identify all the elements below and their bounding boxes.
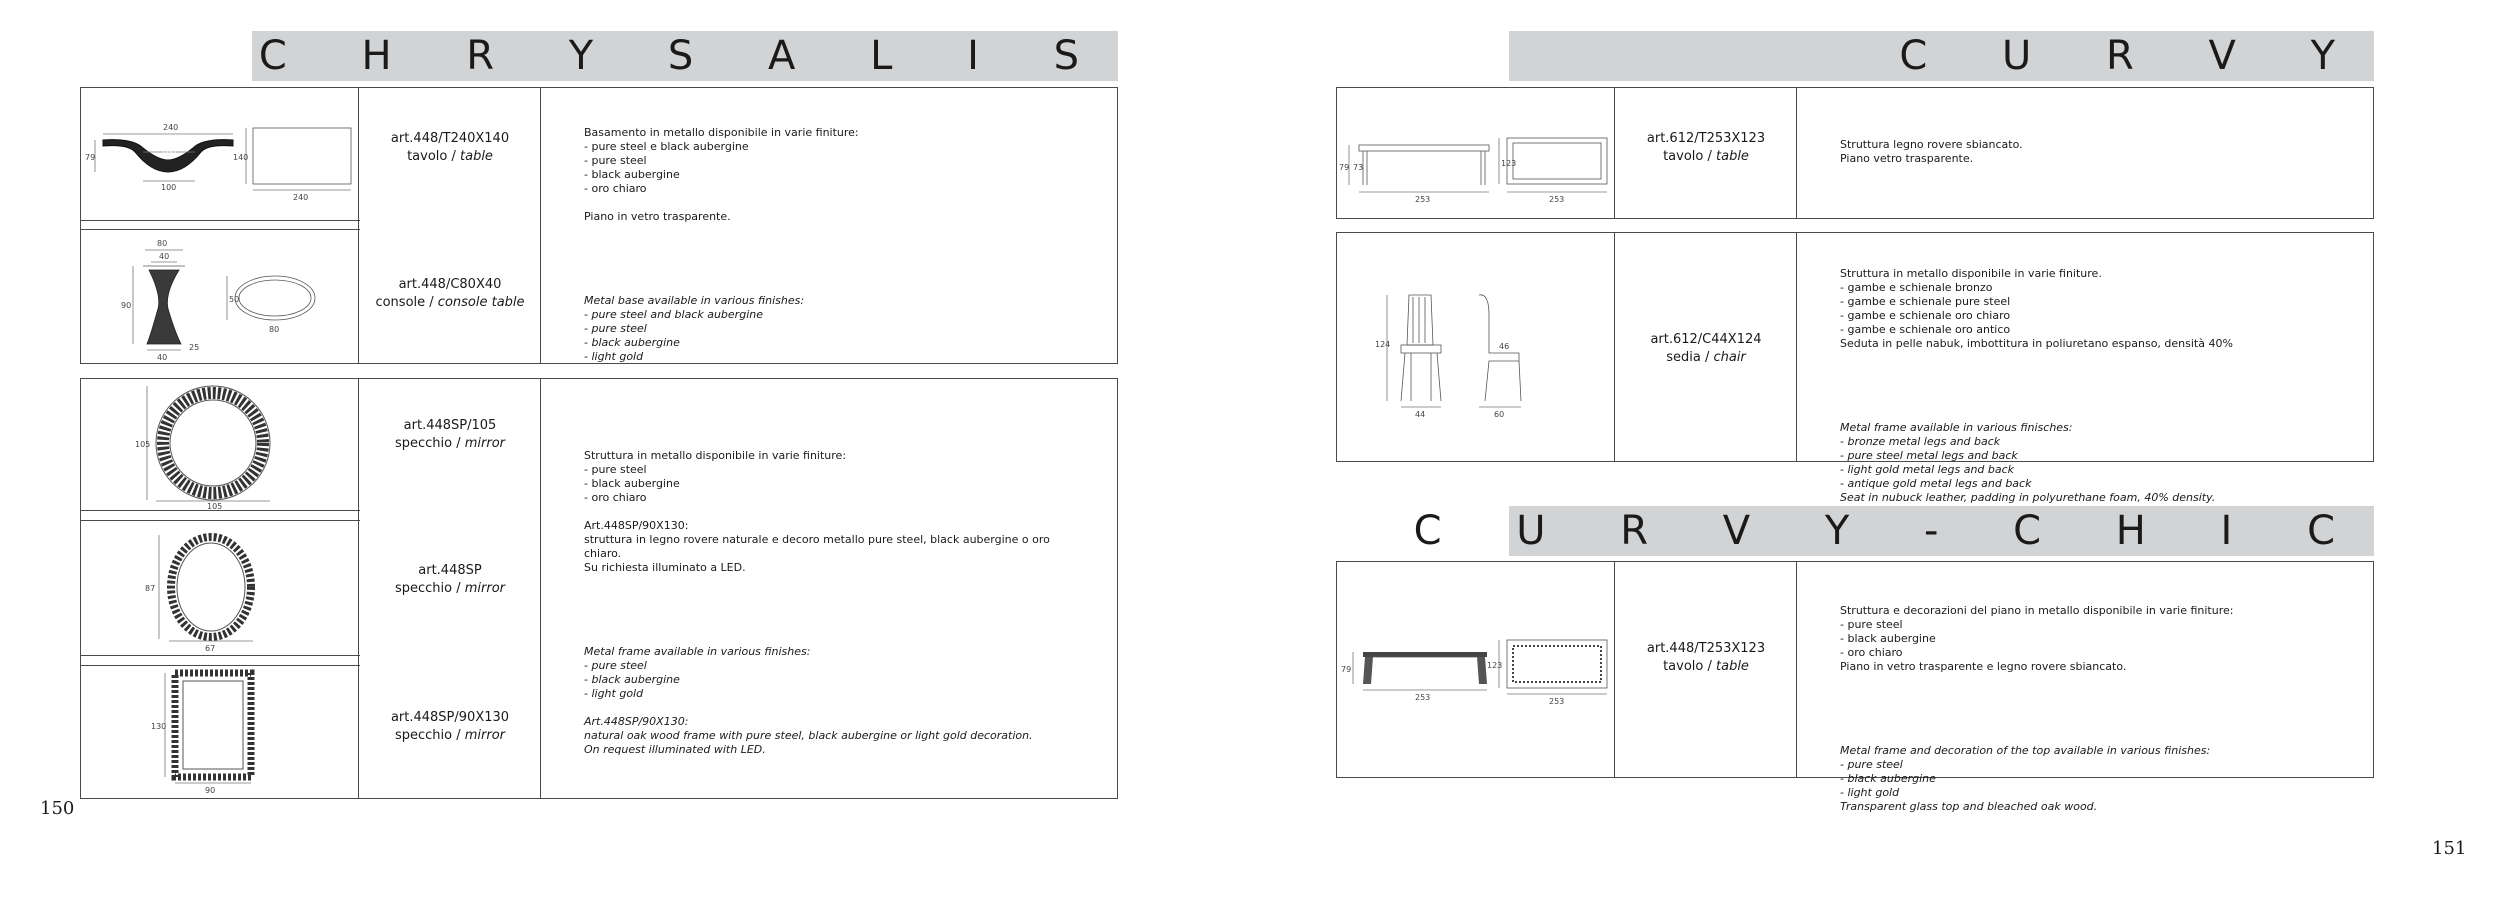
svg-text:100: 100 — [161, 183, 177, 192]
product-type-it: specchio — [394, 436, 453, 451]
svg-text:123: 123 — [1487, 661, 1503, 670]
svg-text:130: 130 — [151, 722, 167, 731]
product-type-en: mirror — [464, 436, 506, 451]
product-type-en: mirror — [464, 581, 506, 596]
table-drawing — [83, 90, 357, 218]
svg-text:253: 253 — [1549, 195, 1565, 204]
product-code-block: art.448SP/105 specchio / mirror — [360, 417, 540, 453]
chrysalis-table-group — [80, 87, 1118, 364]
product-type-en: table — [1716, 659, 1749, 674]
product-code: art.448/C80X40 — [398, 277, 502, 292]
description-italian: Basamento in metallo disponibile in varie finiture: - pure steel e black aubergine - pure steel - black aubergine - oro chiaro Piano in vetro trasparente. — [584, 126, 859, 223]
product-type-it: specchio — [394, 581, 453, 596]
product-code: art.448SP/90X130 — [390, 710, 510, 725]
description-italian: Struttura in metallo disponibile in varie finiture: - pure steel - black aubergine - oro chiaro Art.448SP/90X130: struttura in legno rovere naturale e decoro metallo pure steel, black aubergine o oro chiaro. Su richiesta illuminato a LED. — [584, 449, 1050, 574]
svg-text:90: 90 — [205, 786, 216, 795]
svg-text:240: 240 — [163, 123, 179, 132]
product-type-en: chair — [1713, 350, 1746, 365]
product-type-it: tavolo — [1663, 659, 1704, 674]
product-code: art.612/C44X124 — [1650, 332, 1762, 347]
product-code: art.448SP — [418, 563, 482, 578]
svg-text:253: 253 — [1415, 693, 1431, 702]
chrysalis-title-banner — [252, 31, 1118, 81]
svg-text:105: 105 — [135, 440, 151, 449]
description-italian: Struttura legno rovere sbiancato. Piano vetro trasparente. — [1840, 138, 2023, 165]
svg-text:25: 25 — [189, 343, 200, 352]
svg-text:60: 60 — [1494, 410, 1505, 419]
svg-text:50: 50 — [229, 295, 240, 304]
product-code: art.612/T253X123 — [1646, 131, 1766, 146]
svg-text:180: 180 — [161, 147, 177, 156]
product-type-it: tavolo — [1663, 149, 1704, 164]
description-block — [584, 98, 1104, 420]
description-italian: Struttura e decorazioni del piano in metallo disponibile in varie finiture: - pure steel - black aubergine - oro chiaro Piano in vetro trasparente e legno rovere sbiancato. — [1840, 604, 2234, 673]
console-drawing — [83, 232, 357, 362]
product-type-it: specchio — [394, 728, 453, 743]
product-code: art.448/T253X123 — [1646, 641, 1766, 656]
svg-text:140: 140 — [233, 153, 249, 162]
svg-text:80: 80 — [269, 325, 280, 334]
description-english: Metal frame available in various finisches: - bronze metal legs and back - pure steel metal legs and back - light gold metal legs and back - antique gold metal legs and back Seat in nubuck leather, padding in polyurethane foam, 40% density. — [1840, 421, 2216, 504]
product-type-it: console — [375, 295, 426, 310]
page-number-left: 150 — [40, 798, 75, 819]
svg-text:105: 105 — [207, 502, 223, 509]
description-english: Metal frame available in various finishes: - pure steel - black aubergine - light gold Art.448SP/90X130: natural oak wood frame with pure steel, black aubergine or light gold decoration. On request illuminated with LED. — [584, 645, 1033, 756]
svg-text:253: 253 — [1549, 697, 1565, 706]
description-block — [1840, 239, 2365, 533]
curvy-chic-title: C U R V Y - C H I C — [1413, 508, 2366, 554]
svg-text:73: 73 — [1353, 163, 1364, 172]
svg-text:87: 87 — [145, 584, 156, 593]
product-type-it: tavolo — [407, 149, 448, 164]
svg-text:80: 80 — [157, 239, 168, 248]
svg-text:240: 240 — [293, 193, 309, 202]
description-english: Metal frame and decoration of the top available in various finishes: - pure steel - black aubergine - light gold Transparent glass top and bleached oak wood. — [1840, 744, 2211, 813]
product-type-en: mirror — [464, 728, 506, 743]
product-code-block: art.612/T253X123 tavolo / table — [1616, 130, 1796, 166]
product-type-it: sedia — [1666, 350, 1701, 365]
svg-text:79: 79 — [1341, 665, 1352, 674]
svg-text:124: 124 — [1375, 340, 1391, 349]
curvy-chair-row — [1336, 232, 2374, 504]
curvy-chair-drawing — [1339, 235, 1613, 461]
chrysalis-title: C H R Y S A L I S — [258, 33, 1110, 79]
product-code-block: art.448SP/90X130 specchio / mirror — [360, 709, 540, 745]
product-type-en: table — [1716, 149, 1749, 164]
svg-text:79: 79 — [85, 153, 96, 162]
curvy-chic-table-drawing — [1339, 564, 1613, 777]
description-english: Metal base available in various finishes: - pure steel and black aubergine - pure steel - black aubergine - light gold — [584, 294, 805, 363]
curvy-title: C U R V Y — [1899, 33, 2366, 79]
curvy-chic-title-banner — [1413, 506, 2374, 556]
description-block — [584, 421, 1109, 785]
product-code: art.448SP/105 — [403, 418, 497, 433]
curvy-title-banner — [1509, 31, 2374, 81]
description-block — [1840, 576, 2365, 842]
svg-text:46: 46 — [1499, 342, 1510, 351]
description-italian: Struttura in metallo disponibile in varie finiture. - gambe e schienale bronzo - gambe e schienale pure steel - gambe e schienale oro chiaro - gambe e schienale oro antico Seduta in pelle nabuk, imbottitura in poliuretano espanso, densità 40% — [1840, 267, 2233, 350]
rect-mirror-drawing — [83, 667, 357, 797]
curvy-chic-table-row — [1336, 561, 2374, 813]
curvy-table-drawing — [1339, 90, 1613, 218]
product-code-block: art.448/C80X40 console / console table — [360, 276, 540, 312]
product-type-en: table — [460, 149, 493, 164]
product-code-block: art.448SP specchio / mirror — [360, 562, 540, 598]
product-code-block: art.448/T240X140 tavolo / table — [360, 130, 540, 166]
svg-text:123: 123 — [1501, 159, 1517, 168]
svg-text:79: 79 — [1339, 163, 1350, 172]
product-type-en: console table — [437, 295, 525, 310]
svg-text:90: 90 — [121, 301, 132, 310]
product-code-block: art.612/C44X124 sedia / chair — [1616, 331, 1796, 367]
page-number-right: 151 — [2432, 838, 2467, 859]
svg-text:40: 40 — [159, 252, 170, 261]
svg-text:253: 253 — [1415, 195, 1431, 204]
curvy-table-row — [1336, 87, 2374, 219]
product-code: art.448/T240X140 — [390, 131, 510, 146]
product-code-block: art.448/T253X123 tavolo / table — [1616, 640, 1796, 676]
round-mirror-drawing — [83, 381, 357, 509]
oval-mirror-drawing — [83, 523, 357, 653]
svg-text:67: 67 — [205, 644, 216, 653]
chrysalis-mirror-group — [80, 378, 1118, 799]
svg-text:40: 40 — [157, 353, 168, 362]
svg-text:44: 44 — [1415, 410, 1426, 419]
